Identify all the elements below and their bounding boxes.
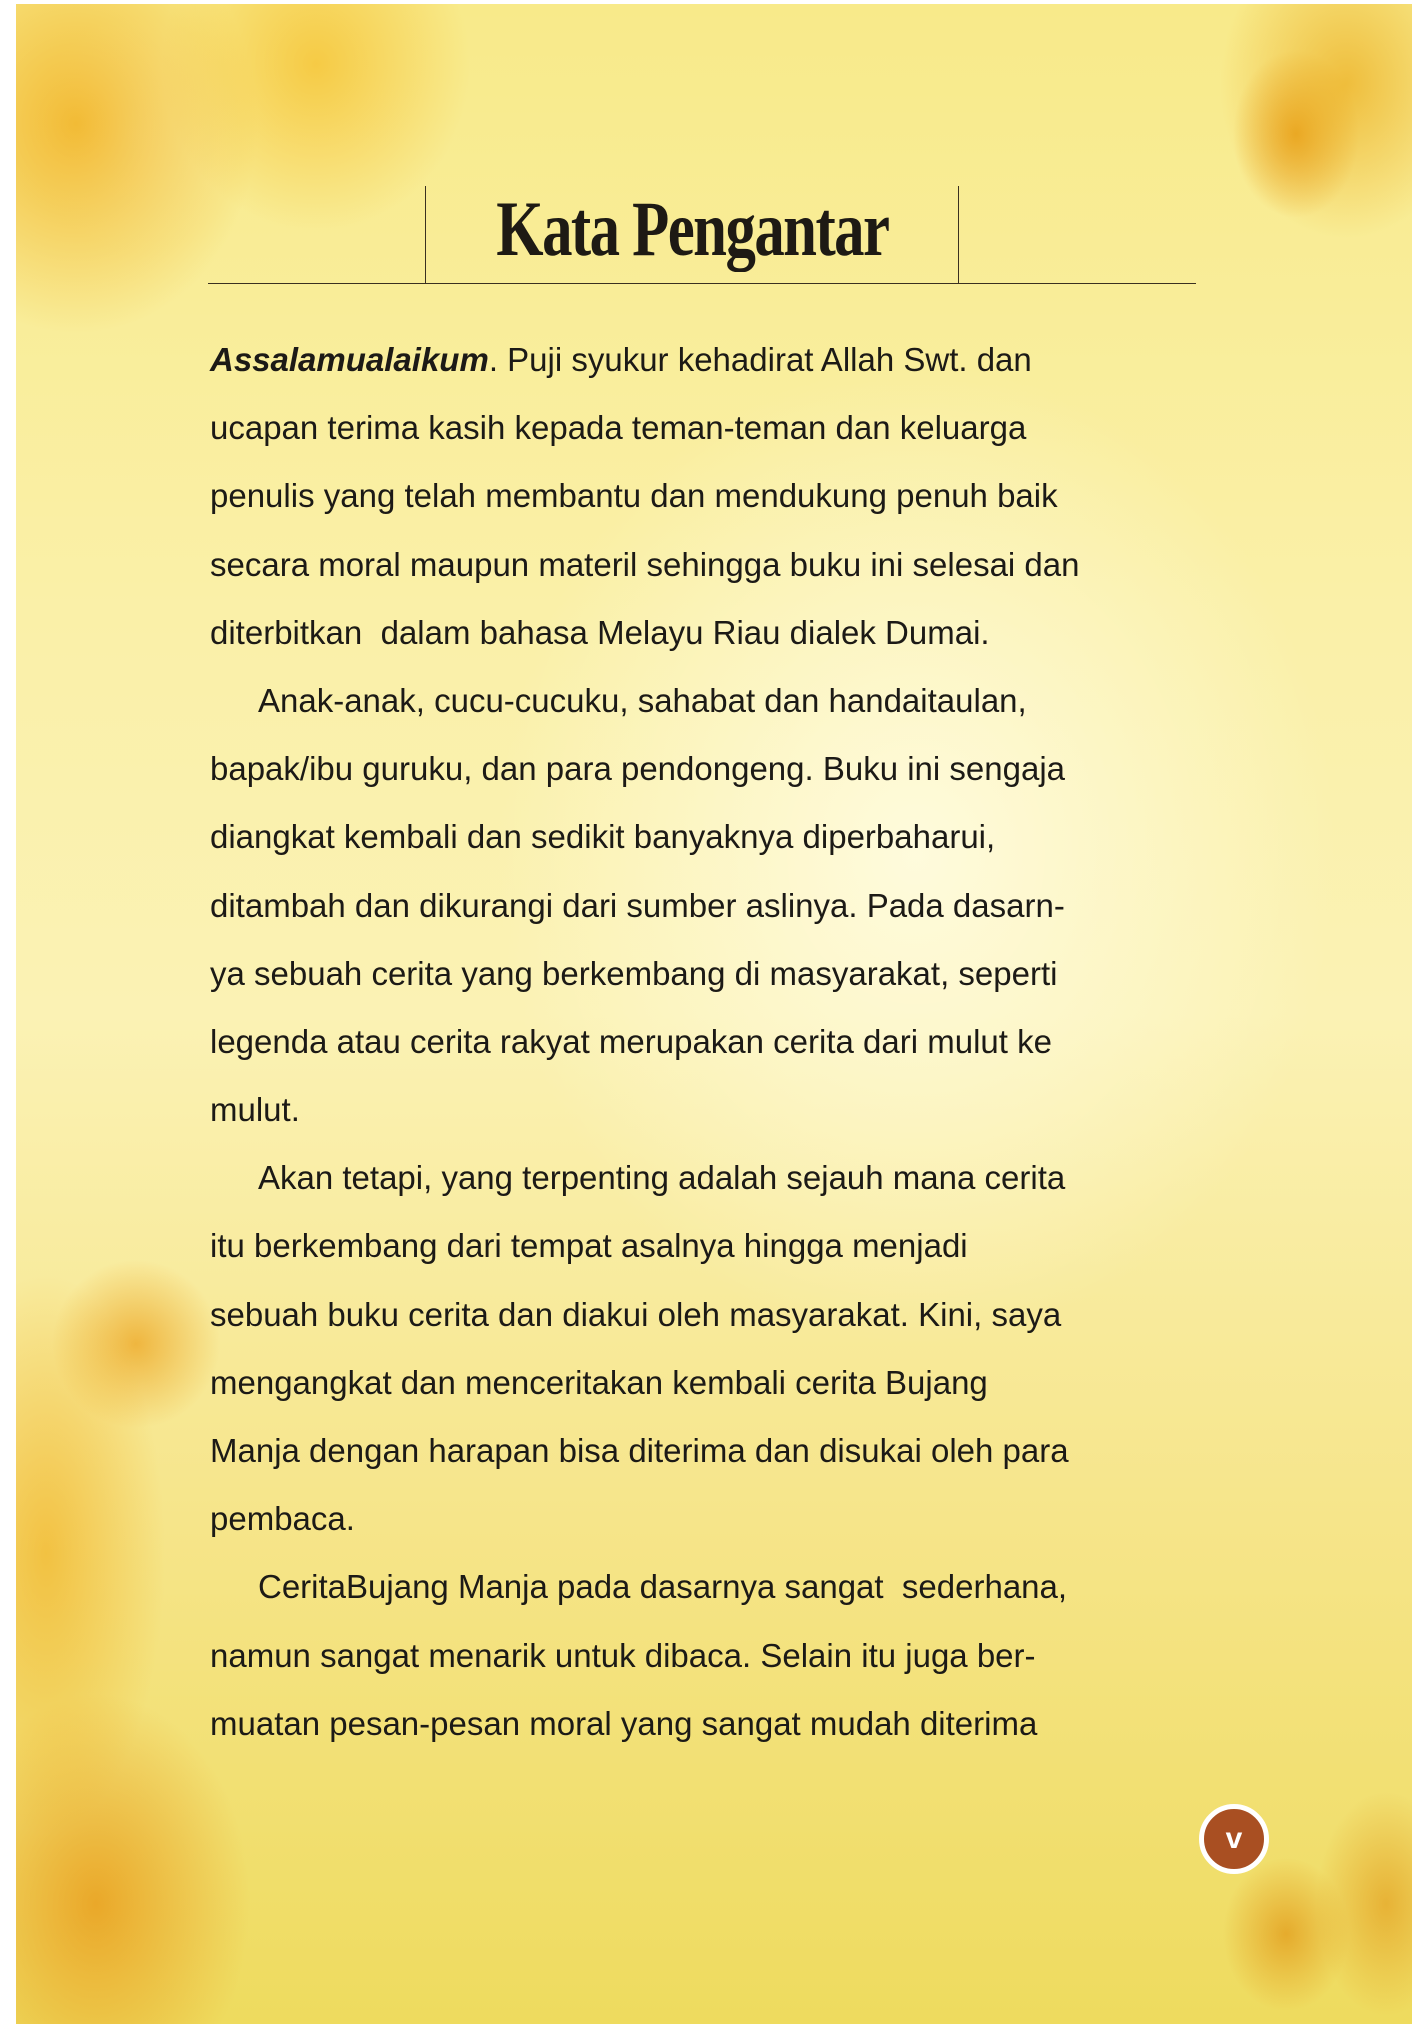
text-line-content: . Puji syukur kehadirat Allah Swt. dan [488, 341, 1032, 378]
text-line: legenda atau cerita rakyat merupakan cerita dari mulut ke [210, 1022, 1052, 1060]
title-frame [425, 186, 959, 283]
page-number-badge [1199, 1804, 1269, 1874]
text-line: mengangkat dan menceritakan kembali cerita Bujang [210, 1363, 988, 1401]
title-underline-rule [208, 283, 1196, 284]
book-page [16, 4, 1412, 2024]
text-line: ditambah dan dikurangi dari sumber aslinya. Pada dasarn- [210, 886, 1065, 924]
paragraph-first-line: CeritaBujang Manja pada dasarnya sangat sederhana, [258, 1568, 1068, 1606]
text-line: ya sebuah cerita yang berkembang di masyarakat, seperti [210, 954, 1058, 992]
paragraph-first-line: Akan tetapi, yang terpenting adalah sejauh mana cerita [258, 1159, 1066, 1197]
text-line: Manja dengan harapan bisa diterima dan disukai oleh para [210, 1432, 1069, 1469]
text-line: sebuah buku cerita dan diakui oleh masyarakat. Kini, saya [210, 1295, 1062, 1333]
text-line: mulut. [210, 1091, 300, 1129]
greeting-text: Assalamualaikum [210, 341, 489, 378]
text-line: diterbitkan dalam bahasa Melayu Riau dialek Dumai. [210, 613, 990, 651]
page-number-label: v [1225, 1822, 1243, 1855]
text-line: pembaca. [210, 1500, 355, 1538]
text-line: bapak/ibu guruku, dan para pendongeng. Buku ini sengaja [210, 750, 1066, 788]
page-title: Kata Pengantar [495, 185, 889, 272]
text-line: diangkat kembali dan sedikit banyaknya diperbaharui, [210, 818, 996, 856]
foreword-text [210, 326, 1220, 1758]
text-line: namun sangat menarik untuk dibaca. Selain itu juga ber- [210, 1636, 1036, 1674]
text-line: muatan pesan-pesan moral yang sangat mudah diterima [210, 1704, 1038, 1742]
text-line: secara moral maupun materil sehingga buku ini selesai dan [210, 545, 1080, 583]
paragraph-first-line: Anak-anak, cucu-cucuku, sahabat dan handaitaulan, [258, 681, 1027, 719]
text-line: ucapan terima kasih kepada teman-teman dan keluarga [210, 409, 1027, 447]
text-line: itu berkembang dari tempat asalnya hingga menjadi [210, 1227, 968, 1265]
text-line [210, 326, 1220, 394]
text-line: penulis yang telah membantu dan mendukung penuh baik [210, 477, 1058, 515]
